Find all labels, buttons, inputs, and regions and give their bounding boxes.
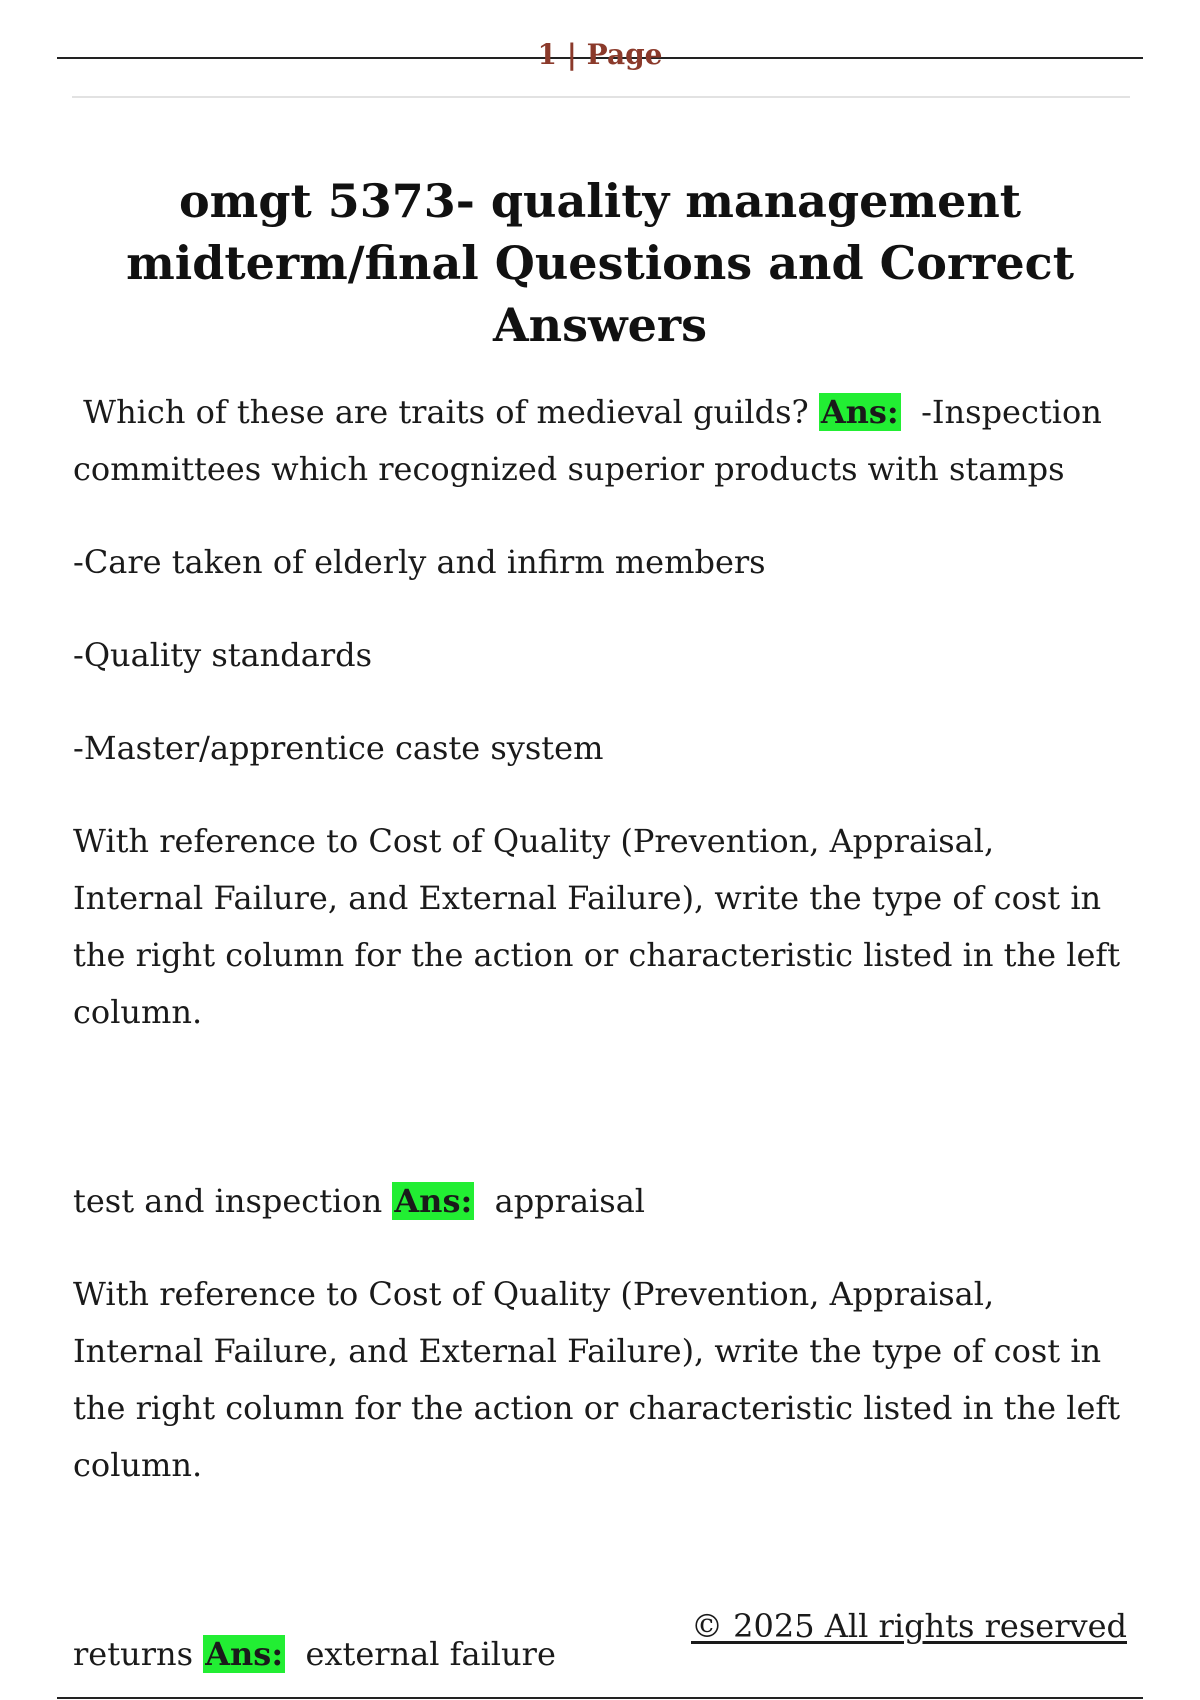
question-text: Which of these are traits of medieval guilds? <box>83 393 809 431</box>
answer-text: appraisal <box>494 1182 645 1220</box>
answer-list-item: -Master/apprentice caste system <box>73 729 604 767</box>
answer-label: Ans: <box>820 393 899 431</box>
question-prompt: With reference to Cost of Quality (Prevention, Appraisal, Internal Failure, and External Failure), write the type of cost in the right column for the action or characteristic listed in the left column. <box>73 822 1121 1031</box>
title-line-2: midterm/final Questions and Correct <box>126 236 1074 290</box>
document-body <box>73 384 1133 1683</box>
answer-text: -Inspection <box>921 393 1102 431</box>
answer-list-item: -Care taken of elderly and infirm members <box>73 543 766 581</box>
title-line-1: omgt 5373- quality management <box>178 174 1022 228</box>
question-prompt: With reference to Cost of Quality (Prevention, Appraisal, Internal Failure, and External Failure), write the type of cost in the right column for the action or characteristic listed in the left column. <box>73 1275 1121 1484</box>
answer-text: external failure <box>305 1635 556 1673</box>
title-line-3: Answers <box>492 298 708 352</box>
answer-label: Ans: <box>394 1182 473 1220</box>
question-text: returns <box>73 1635 194 1673</box>
qa-block-1 <box>73 384 1133 498</box>
answer-label: Ans: <box>205 1635 284 1673</box>
copyright-notice: © 2025 All rights reserved <box>691 1607 1127 1645</box>
qa-block-2 <box>73 1173 1133 1230</box>
document-title <box>100 170 1100 356</box>
answer-text-continued: committees which recognized superior products with stamps <box>73 450 1065 488</box>
answer-list-item: -Quality standards <box>73 636 373 674</box>
header-divider <box>72 96 1130 98</box>
footer-rule <box>57 1697 1143 1699</box>
page-number-label: 1 | Page <box>537 38 663 71</box>
question-text: test and inspection <box>73 1182 383 1220</box>
